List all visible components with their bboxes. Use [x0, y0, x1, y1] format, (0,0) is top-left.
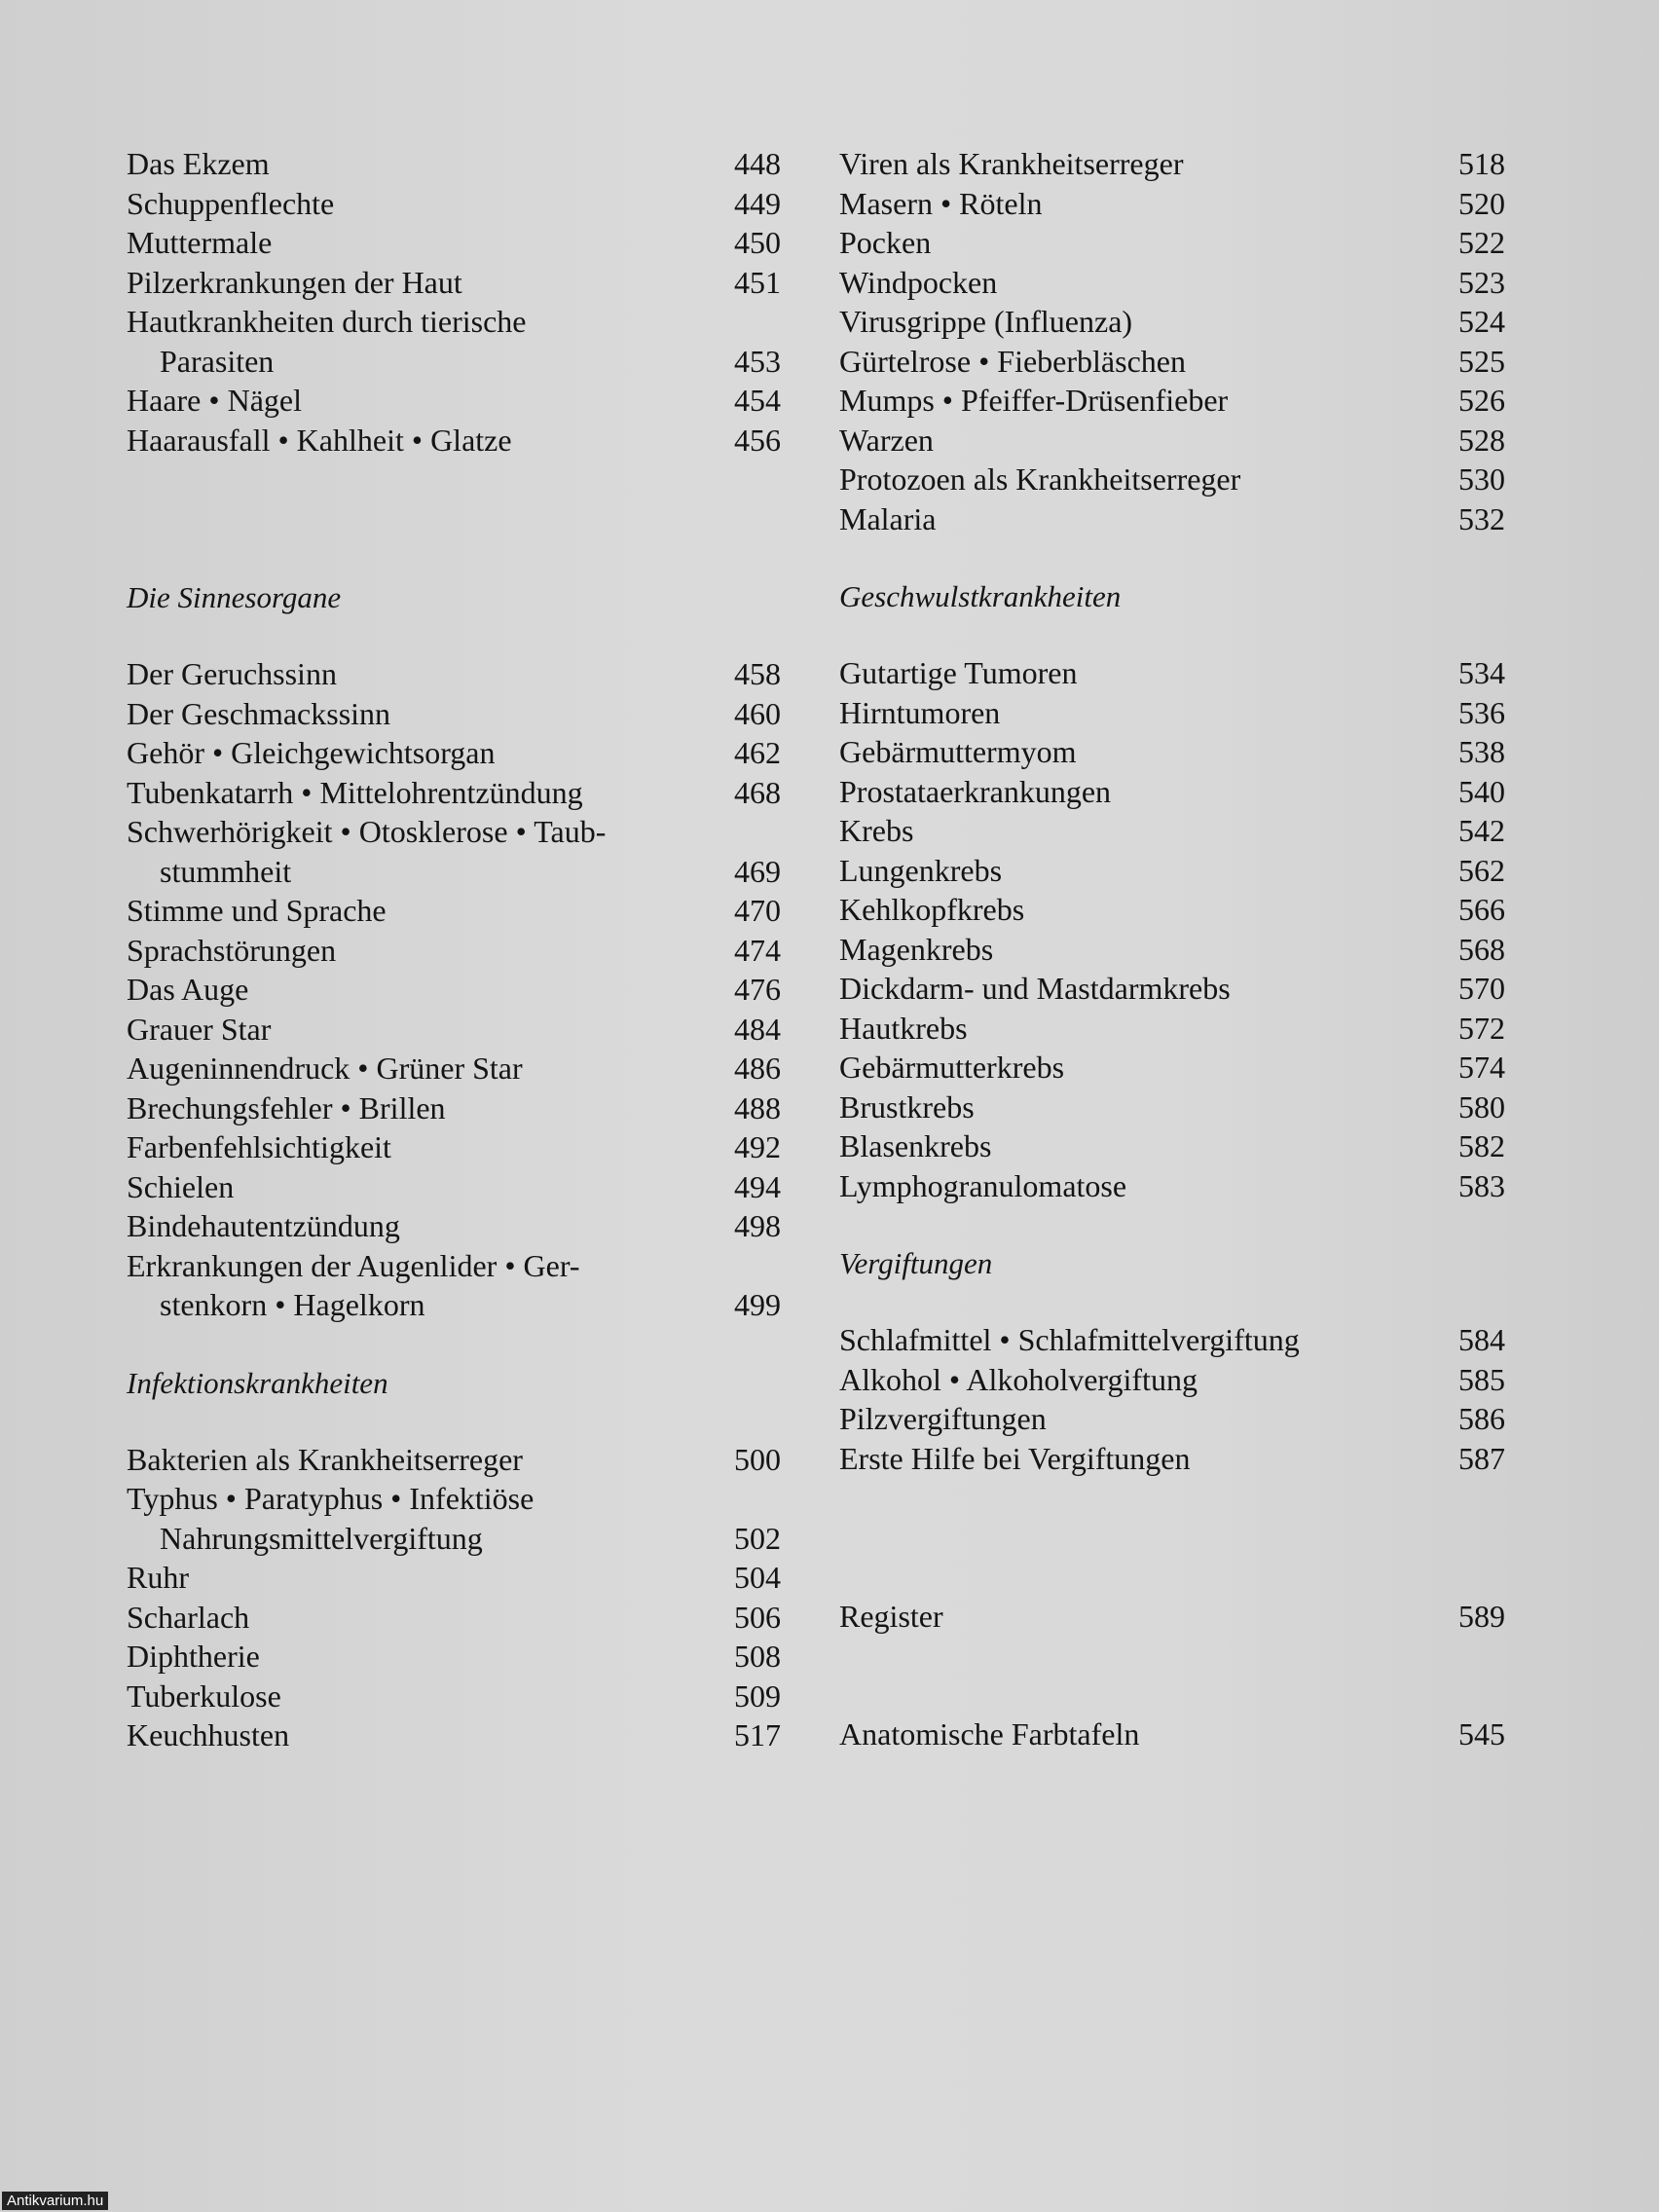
toc-entry: Gutartige Tumoren 534 — [839, 655, 1505, 690]
toc-entry: Warzen 528 — [839, 422, 1505, 458]
toc-entry: Scharlach 506 — [127, 1599, 781, 1635]
toc-right-column — [839, 144, 1505, 1753]
toc-entry: Pocken 522 — [839, 225, 1505, 260]
toc-entry: Hautkrebs 572 — [839, 1010, 1505, 1046]
toc-entry: Protozoen als Krankheitserreger 530 — [839, 461, 1505, 497]
toc-entry: Alkohol • Alkoholvergiftung 585 — [839, 1361, 1505, 1397]
toc-entry: Prostataerkrankungen 540 — [839, 773, 1505, 809]
toc-entry: Das Ekzem 448 — [127, 146, 781, 181]
section-heading-geschwulst: Geschwulstkrankheiten — [839, 579, 1122, 613]
toc-entry: Stimme und Sprache 470 — [127, 893, 781, 928]
toc-entry: Tubenkatarrh • Mittelohrentzündung 468 — [127, 774, 781, 810]
toc-entry: Lungenkrebs 562 — [839, 852, 1505, 888]
toc-entry: Erste Hilfe bei Vergiftungen 587 — [839, 1440, 1505, 1476]
toc-entry: Windpocken 523 — [839, 264, 1505, 300]
toc-entry: Hirntumoren 536 — [839, 694, 1505, 730]
toc-entry-farbtafeln: Anatomische Farbtafeln 545 — [839, 1715, 1505, 1751]
toc-entry: Augeninnendruck • Grüner Star 486 — [127, 1051, 781, 1086]
section-heading-sinnesorgane: Die Sinnesorgane — [127, 580, 342, 614]
toc-entry: Das Auge 476 — [127, 972, 781, 1007]
toc-entry: Ruhr 504 — [127, 1560, 781, 1595]
toc-entry: Diphtherie 508 — [127, 1639, 781, 1674]
toc-entry: Der Geruchssinn 458 — [127, 656, 781, 691]
toc-entry: Brechungsfehler • Brillen 488 — [127, 1089, 781, 1125]
toc-entry: Brustkrebs 580 — [839, 1088, 1505, 1124]
toc-entry: Blasenkrebs 582 — [839, 1128, 1505, 1163]
toc-entry: Viren als Krankheitserreger 518 — [839, 146, 1505, 181]
watermark-label: Antikvarium.hu — [2, 2192, 108, 2210]
toc-entry: Typhus • Paratyphus • Infektiöse Nahrungsmittelvergiftung 502 — [127, 1481, 781, 1556]
toc-entry: Krebs 542 — [839, 813, 1505, 848]
toc-entry: Gebärmuttermyom 538 — [839, 734, 1505, 769]
toc-entry: Hautkrankheiten durch tierische Parasiten 453 — [127, 304, 781, 379]
toc-left-column — [127, 144, 781, 1755]
toc-entry: Keuchhusten 517 — [127, 1717, 781, 1752]
toc-entry: Pilzvergiftungen 586 — [839, 1401, 1505, 1436]
toc-entry: Bindehautentzündung 498 — [127, 1208, 781, 1243]
toc-entry: Bakterien als Krankheitserreger 500 — [127, 1441, 781, 1477]
toc-entry: Masern • Röteln 520 — [839, 185, 1505, 221]
toc-entry: Gehör • Gleichgewichtsorgan 462 — [127, 735, 781, 770]
toc-entry: Muttermale 450 — [127, 225, 781, 260]
toc-entry: Gürtelrose • Fieberbläschen 525 — [839, 343, 1505, 379]
toc-entry: Tuberkulose 509 — [127, 1677, 781, 1714]
toc-entry: Pilzerkrankungen der Haut 451 — [127, 264, 781, 300]
toc-entry: Erkrankungen der Augenlider • Ger- stenkorn • Hagelkorn 499 — [127, 1247, 781, 1322]
toc-entry: Mumps • Pfeiffer-Drüsenfieber 526 — [839, 383, 1505, 418]
toc-entry: Sprachstörungen 474 — [127, 932, 781, 968]
toc-entry-register: Register 589 — [839, 1599, 1505, 1634]
toc-entry: Dickdarm- und Mastdarmkrebs 570 — [839, 971, 1505, 1006]
toc-entry: Gebärmutterkrebs 574 — [839, 1050, 1505, 1085]
toc-entry: Schwerhörigkeit • Otosklerose • Taub- stummheit 469 — [127, 814, 781, 889]
toc-entry: Haarausfall • Kahlheit • Glatze 456 — [127, 422, 781, 458]
toc-entry: Grauer Star 484 — [127, 1011, 781, 1047]
toc-entry: Lymphogranulomatose 583 — [839, 1167, 1505, 1203]
toc-entry: Virusgrippe (Influenza) 524 — [839, 304, 1505, 339]
toc-entry: Malaria 532 — [839, 500, 1505, 536]
section-heading-infektion: Infektionskrankheiten — [127, 1365, 388, 1400]
toc-entry: Magenkrebs 568 — [839, 931, 1505, 967]
toc-entry: Der Geschmackssinn 460 — [127, 695, 781, 731]
toc-entry: Schlafmittel • Schlafmittelvergiftung 584 — [839, 1322, 1505, 1357]
section-heading-vergiftungen: Vergiftungen — [839, 1246, 993, 1280]
toc-entry: Kehlkopfkrebs 566 — [839, 892, 1505, 927]
toc-entry: Schuppenflechte 449 — [127, 185, 781, 221]
toc-entry: Farbenfehlsichtigkeit 492 — [127, 1129, 781, 1164]
toc-entry: Schielen 494 — [127, 1168, 781, 1204]
toc-entry: Haare • Nägel 454 — [127, 383, 781, 418]
